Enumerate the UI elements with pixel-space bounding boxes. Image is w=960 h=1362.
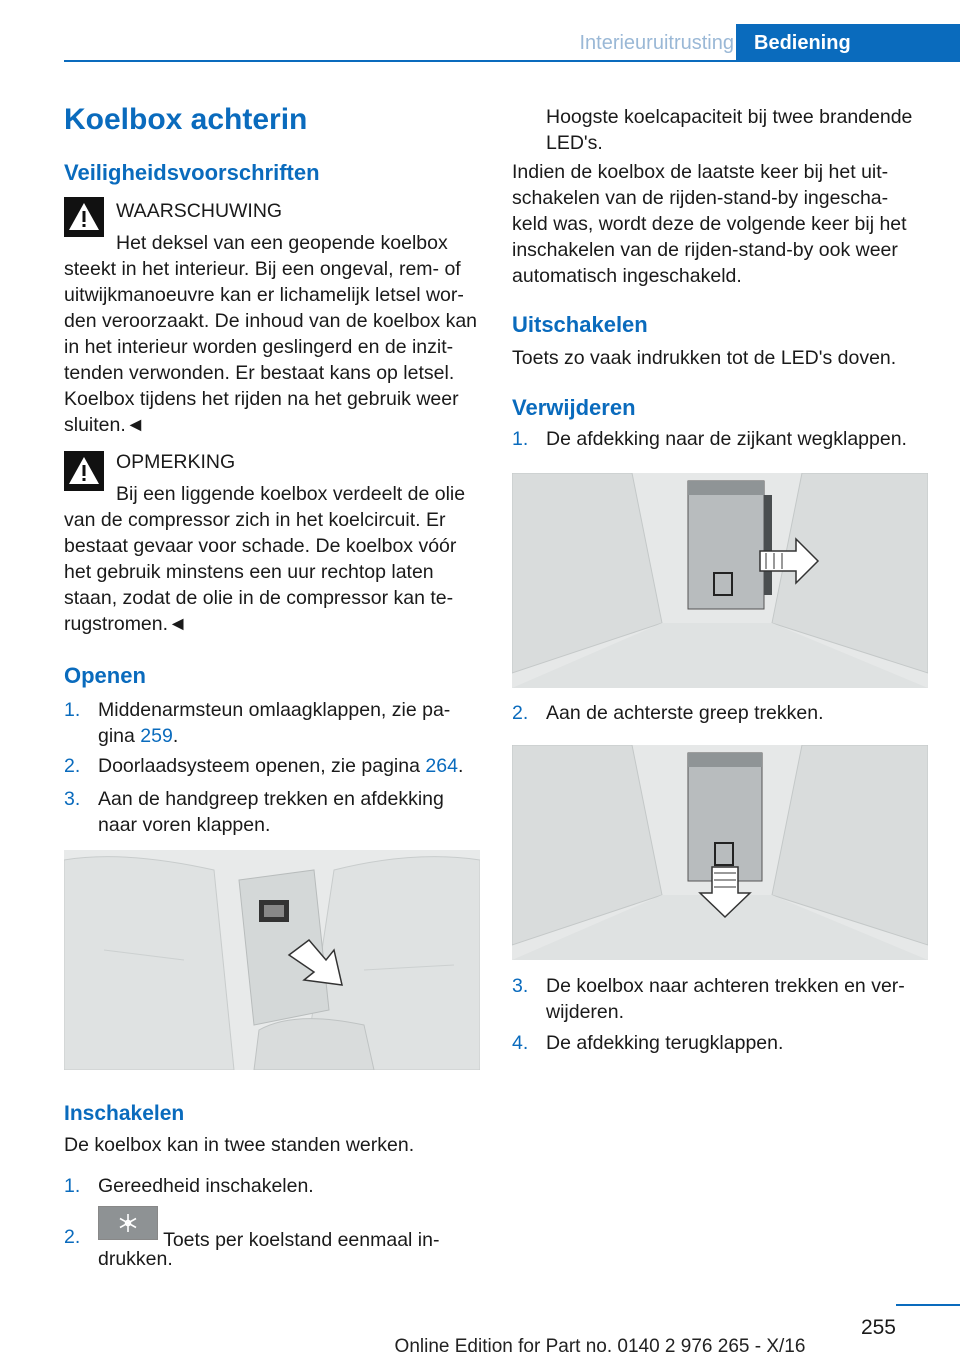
warning1-body: steekt in het interieur. Bij een ongeval, rem- of uitwijkmanoeuvre kan er lichamelijk letsel wor- den veroorzaakt. De inhoud van de koelbox kan in het interieur worden geslingerd en de inzit- tenden verwonden. Er bestaat kans op letsel. Koelbox tijdens het rijden na het gebruik weer sluiten.◄ — [64, 258, 478, 436]
uitschakelen-text: Toets zo vaak indrukken tot de LED's doven. — [512, 347, 897, 369]
section-heading-inschakelen: Inschakelen — [64, 1102, 185, 1125]
page-link-264[interactable]: 264 — [425, 755, 458, 777]
page-link-259[interactable]: 259 — [140, 725, 173, 747]
list-item: 4. De afdekking terugklappen. — [512, 1032, 784, 1054]
warning1-first-line: Het deksel van een geopende koelbox — [116, 232, 448, 254]
page-number: 255 — [860, 1316, 896, 1339]
header-tab-bediening[interactable]: Bediening — [736, 24, 960, 62]
warning2-first-line: Bij een liggende koelbox verdeelt de olie — [116, 483, 466, 505]
header-tab-interieuruitrusting[interactable]: Interieuruitrusting — [579, 32, 734, 54]
list-item: 1. De afdekking naar de zijkant wegklappen. — [512, 428, 907, 450]
warning2-label: OPMERKING — [116, 451, 236, 473]
trunk-cover-side-illustration — [512, 473, 928, 688]
list-item: 3. Aan de handgreep trekken en afdekking naar voren klappen. — [64, 788, 444, 836]
page-title: Koelbox achterin — [64, 103, 308, 136]
list-item: 1. Middenarmsteun omlaagklappen, zie pa- gina 259. — [64, 699, 451, 747]
edition-note: Online Edition for Part no. 0140 2 976 265 - X/16 — [394, 1336, 806, 1357]
list-item: 2. Toets per koelstand eenmaal in- drukken. — [64, 1206, 484, 1272]
list-item: 2. Aan de achterste greep trekken. — [512, 702, 824, 724]
trunk-cover-pull-illustration — [512, 745, 928, 960]
section-heading-safety: Veiligheidsvoorschriften — [64, 160, 320, 185]
warning-triangle-icon — [64, 197, 104, 237]
warning1-label: WAARSCHUWING — [116, 200, 283, 222]
list-item: 1. Gereedheid inschakelen. — [64, 1175, 314, 1197]
led-capacity-text: Hoogste koelcapaciteit bij twee brandende LED's. — [546, 106, 913, 154]
warning-triangle-icon — [64, 451, 104, 491]
snowflake-icon — [99, 1207, 157, 1239]
warning2-body: van de compressor zich in het koelcircuit. Er bestaat gevaar voor schade. De koelbox vóór het gebruik minstens een uur rechtop laten staan, zodat de olie in de compressor kan te- rugstromen.◄ — [64, 509, 457, 635]
inschakelen-intro: De koelbox kan in twee standen werken. — [64, 1134, 415, 1156]
list-item: 3. De koelbox naar achteren trekken en ver- wijderen. — [512, 975, 905, 1023]
header-rule — [64, 60, 960, 62]
section-heading-openen: Openen — [64, 663, 146, 688]
section-heading-verwijderen: Verwijderen — [512, 395, 636, 420]
armrest-illustration — [64, 850, 480, 1070]
section-heading-uitschakelen: Uitschakelen — [512, 312, 648, 337]
cooling-button[interactable] — [98, 1206, 158, 1240]
standby-paragraph: Indien de koelbox de laatste keer bij het uit- schakelen van de rijden-stand-by ingescha- keld was, wordt deze de volgende keer bij het inschakelen van de rijden-stand-by ook weer automatisch ingeschakeld. — [512, 161, 907, 287]
list-item: 2. Doorlaadsysteem openen, zie pagina 264. — [64, 755, 464, 777]
footer-rule — [896, 1304, 960, 1306]
